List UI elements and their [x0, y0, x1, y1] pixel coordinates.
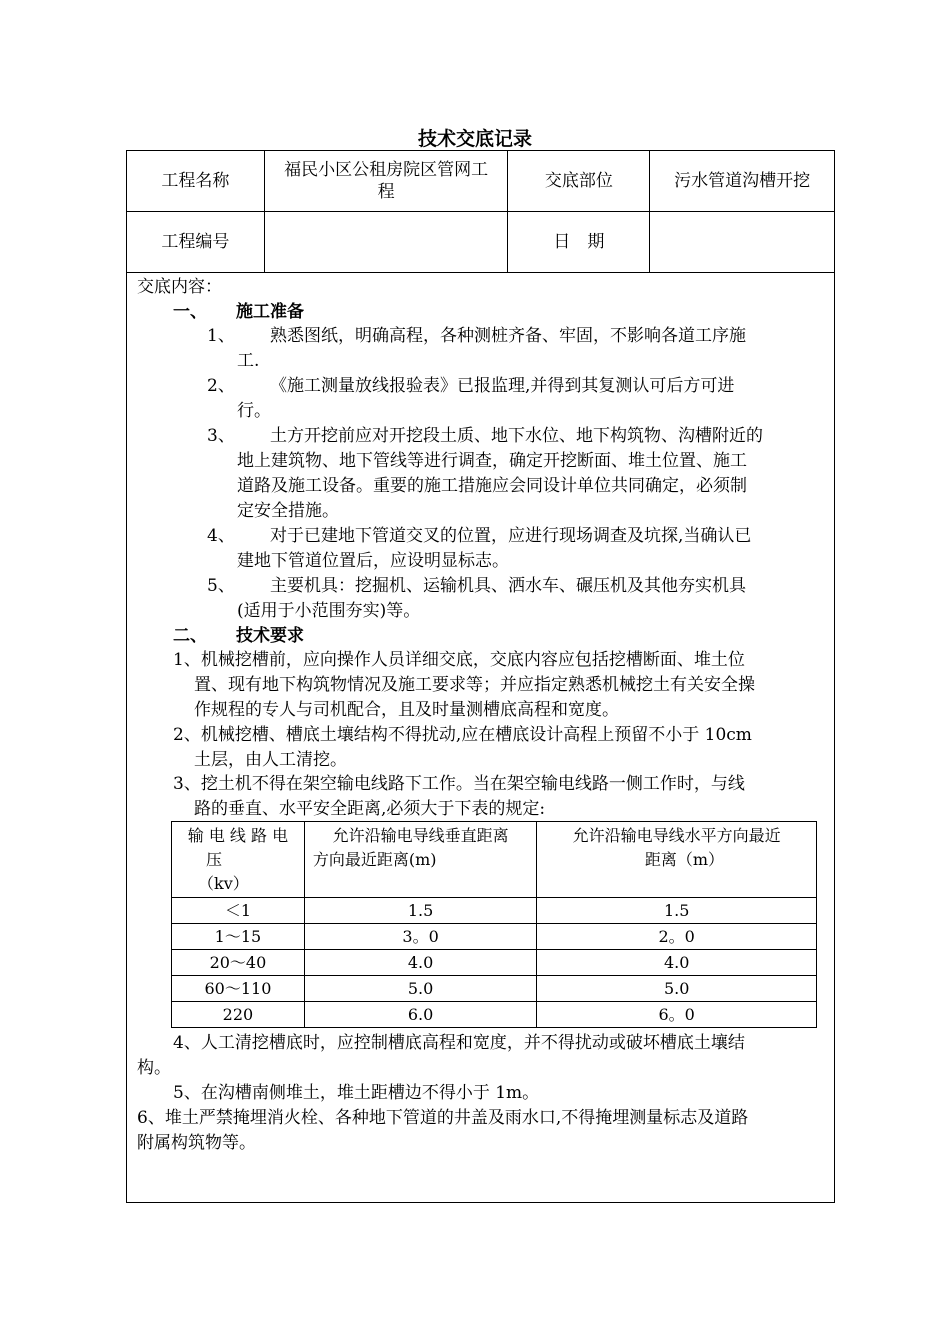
- table-cell: 20～40: [172, 950, 305, 976]
- item2-2-line2: 土层，由人工清挖。: [194, 750, 347, 770]
- item1-3-line1: 土方开挖前应对开挖段土质、地下水位、地下构筑物、沟槽附近的: [270, 426, 763, 446]
- table-cell: 2。0: [537, 924, 817, 950]
- table-row: [172, 924, 817, 950]
- table-header-horizontal-a: 允许沿输电导线水平方向最近: [572, 826, 781, 845]
- table-header-voltage: [172, 822, 305, 898]
- table-cell: 4.0: [537, 950, 817, 976]
- content-intro: 交底内容：: [137, 277, 222, 297]
- item2-1-line3: 作规程的专人与司机配合，且及时量测槽底高程和宽度。: [194, 700, 619, 720]
- item1-2-number: 2、: [207, 376, 235, 396]
- section1-title: 施工准备: [236, 302, 304, 322]
- table-row: [172, 950, 817, 976]
- item1-4-line2: 建地下管道位置后，应设明显标志。: [237, 551, 509, 571]
- project-number-label: 工程编号: [127, 212, 265, 273]
- table-cell: 4.0: [304, 950, 536, 976]
- table-cell: 1～15: [172, 924, 305, 950]
- item2-2-line1: 2、机械挖槽、槽底土壤结构不得扰动,应在槽底设计高程上预留不小于 10cm: [173, 725, 752, 745]
- table-cell: 3。0: [304, 924, 536, 950]
- date-label: 日 期: [508, 212, 650, 273]
- item1-4-number: 4、: [207, 526, 235, 546]
- item1-5-line2: (适用于小范围夯实)等。: [237, 601, 421, 621]
- item1-3-line4: 定安全措施。: [237, 501, 339, 521]
- item1-4-line1: 对于已建地下管道交叉的位置，应进行现场调查及坑探,当确认已: [270, 526, 752, 546]
- table-header-vertical: [304, 822, 536, 898]
- table-cell: 6.0: [304, 1002, 536, 1028]
- item2-5: 5、在沟槽南侧堆土，堆土距槽边不得小于 1m。: [173, 1083, 540, 1103]
- item1-2-line1: 《施工测量放线报验表》已报监理,并得到其复测认可后方可进: [270, 376, 735, 396]
- table-header-horizontal-b: 距离（m）: [644, 850, 724, 869]
- section1-number: 一、: [173, 302, 207, 322]
- table-row: [172, 1002, 817, 1028]
- table-header-voltage-c: （kv）: [198, 874, 249, 893]
- table-header-horizontal: [537, 822, 817, 898]
- item2-4-line2: 构。: [137, 1058, 171, 1078]
- item1-2-line2: 行。: [237, 401, 271, 421]
- table-cell: ＜1: [172, 898, 305, 924]
- header-table: [126, 150, 835, 273]
- table-cell: 6。0: [537, 1002, 817, 1028]
- table-cell: 5.0: [304, 976, 536, 1002]
- item2-3-line2: 路的垂直、水平安全距离,必须大于下表的规定:: [194, 799, 546, 819]
- item1-3-line3: 道路及施工设备。重要的施工措施应会同设计单位共同确定，必须制: [237, 476, 747, 496]
- table-cell: 1.5: [304, 898, 536, 924]
- item2-1-line1: 1、机械挖槽前，应向操作人员详细交底，交底内容应包括挖槽断面、堆土位: [173, 650, 745, 670]
- table-header-vertical-a: 允许沿输电导线垂直距离: [332, 826, 509, 845]
- date-value: [650, 212, 835, 273]
- table-header-voltage-a: 输 电 线 路 电: [187, 826, 289, 845]
- distance-table: [171, 821, 817, 1028]
- document-title: 技术交底记录: [417, 128, 532, 150]
- item1-3-line2: 地上建筑物、地下管线等进行调查，确定开挖断面、堆土位置、施工: [237, 451, 747, 471]
- handover-part-label: 交底部位: [508, 151, 650, 212]
- item1-1-line1: 熟悉图纸，明确高程，各种测桩齐备、牢固，不影响各道工序施: [270, 326, 746, 346]
- table-cell: 5.0: [537, 976, 817, 1002]
- item2-6-line2: 附属构筑物等。: [137, 1133, 256, 1153]
- item2-6-line1: 6、堆土严禁掩埋消火栓、各种地下管道的井盖及雨水口,不得掩埋测量标志及道路: [137, 1108, 749, 1128]
- table-header-voltage-b: 压: [206, 850, 223, 869]
- project-name-value: 福民小区公租房院区管网工程: [264, 151, 508, 212]
- table-cell: 1.5: [537, 898, 817, 924]
- item1-5-line1: 主要机具：挖掘机、运输机具、洒水车、碾压机及其他夯实机具: [270, 576, 746, 596]
- item1-1-number: 1、: [207, 326, 235, 346]
- table-header-vertical-b: 方向最近距离(m): [312, 850, 437, 869]
- table-cell: 60～110: [172, 976, 305, 1002]
- table-cell: 220: [172, 1002, 305, 1028]
- section2-title: 技术要求: [236, 626, 304, 646]
- item2-1-line2: 置、现有地下构筑物情况及施工要求等；并应指定熟悉机械挖土有关安全操: [194, 675, 755, 695]
- project-number-value: [264, 212, 508, 273]
- project-name-label: 工程名称: [127, 151, 265, 212]
- item1-3-number: 3、: [207, 426, 235, 446]
- item2-3-line1: 3、挖土机不得在架空输电线路下工作。当在架空输电线路一侧工作时，与线: [173, 774, 745, 794]
- handover-part-value: 污水管道沟槽开挖: [650, 151, 835, 212]
- section2-number: 二、: [173, 626, 207, 646]
- item1-5-number: 5、: [207, 576, 235, 596]
- table-row: [172, 976, 817, 1002]
- item1-1-line2: 工.: [237, 351, 260, 371]
- table-row: [172, 898, 817, 924]
- item2-4-line1: 4、人工清挖槽底时，应控制槽底高程和宽度，并不得扰动或破坏槽底土壤结: [173, 1033, 745, 1053]
